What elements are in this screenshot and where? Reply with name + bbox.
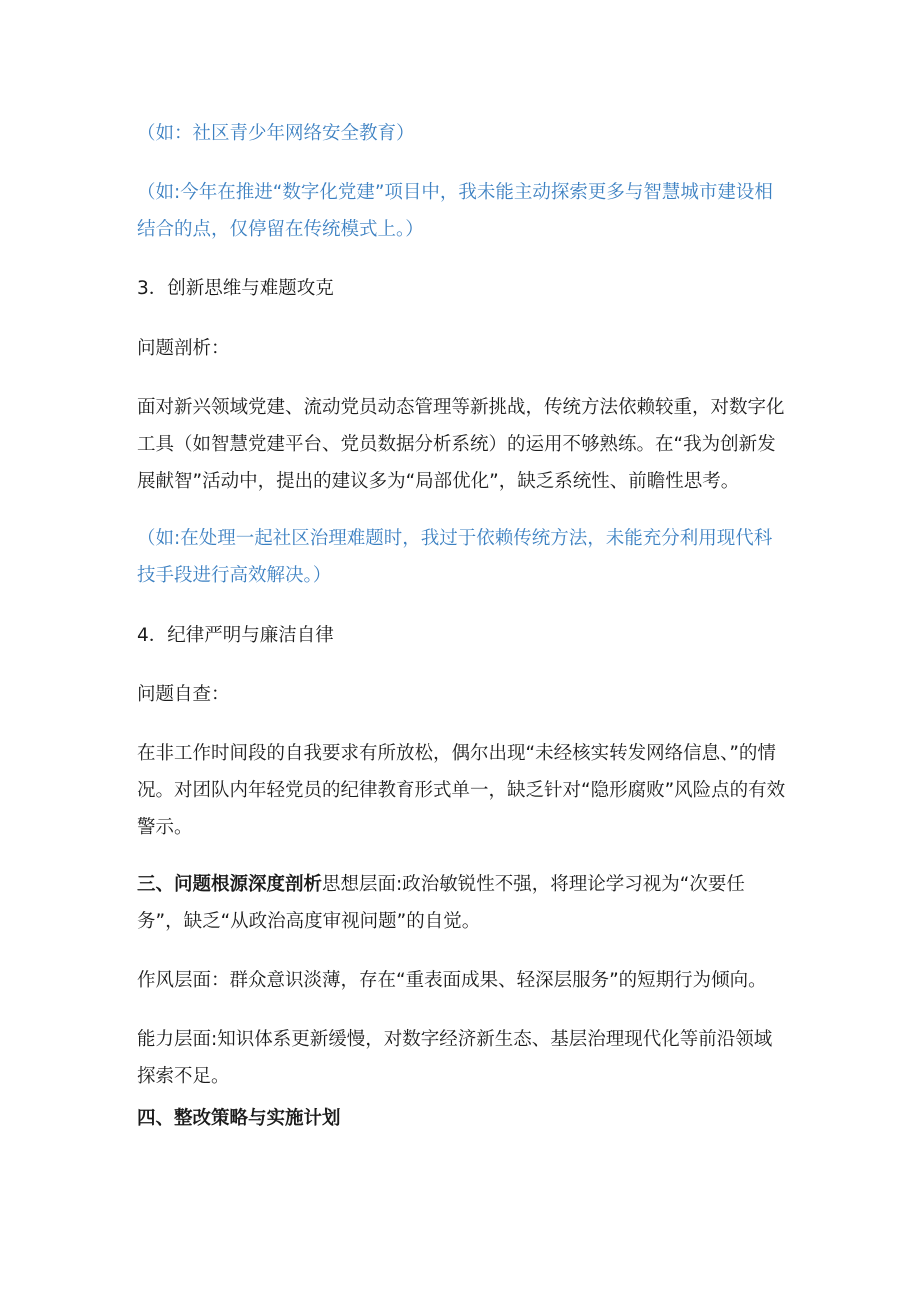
paragraph-discipline: 在非工作时间段的自我要求有所放松，偶尔出现“未经核实转发网络信息、”的情况。对团队内年轻党员的纪律教育形式单一，缺乏针对“隐形腐败”风险点的有效警示。 — [137, 743, 786, 838]
example-note-3: （如:在处理一起社区治理难题时，我过于依赖传统方法，未能充分利用现代科技手段进行高效解决。） — [137, 528, 773, 586]
subheading-4: 4．纪律严明与廉洁自律 — [137, 625, 334, 646]
problem-label-4: 问题自查： — [137, 684, 230, 705]
paragraph-innovation: 面对新兴领域党建、流动党员动态管理等新挑战，传统方法依赖较重，对数字化工具（如智慧党建平台、党员数据分析系统）的运用不够熟练。在“我为创新发展献智”活动中，提出的建议多为“局部优化”，缺乏系统性、前瞻性思考。 — [137, 397, 785, 492]
section-3-title: 三、问题根源深度剖析 — [137, 874, 323, 895]
section-3-text: 思想层面:政治敏锐性不强，将理论学习视为“次要任务”，缺乏“从政治高度审视问题”的自觉。 — [137, 874, 745, 932]
section-4-title: 四、整改策略与实施计划 — [137, 1108, 341, 1129]
section-3-block — [137, 866, 787, 940]
example-note-1: （如：社区青少年网络安全教育） — [137, 123, 415, 144]
paragraph-style-level: 作风层面：群众意识淡薄，存在“重表面成果、轻深层服务”的短期行为倾向。 — [137, 970, 767, 991]
subheading-3: 3．创新思维与难题攻克 — [137, 278, 334, 299]
example-note-2: （如:今年在推进“数字化党建”项目中，我未能主动探索更多与智慧城市建设相结合的点，仅停留在传统模式上。） — [137, 182, 773, 240]
paragraph-ability-level: 能力层面:知识体系更新缓慢，对数字经济新生态、基层治理现代化等前沿领域探索不足。 — [137, 1029, 773, 1087]
problem-label-3: 问题剖析： — [137, 338, 230, 359]
